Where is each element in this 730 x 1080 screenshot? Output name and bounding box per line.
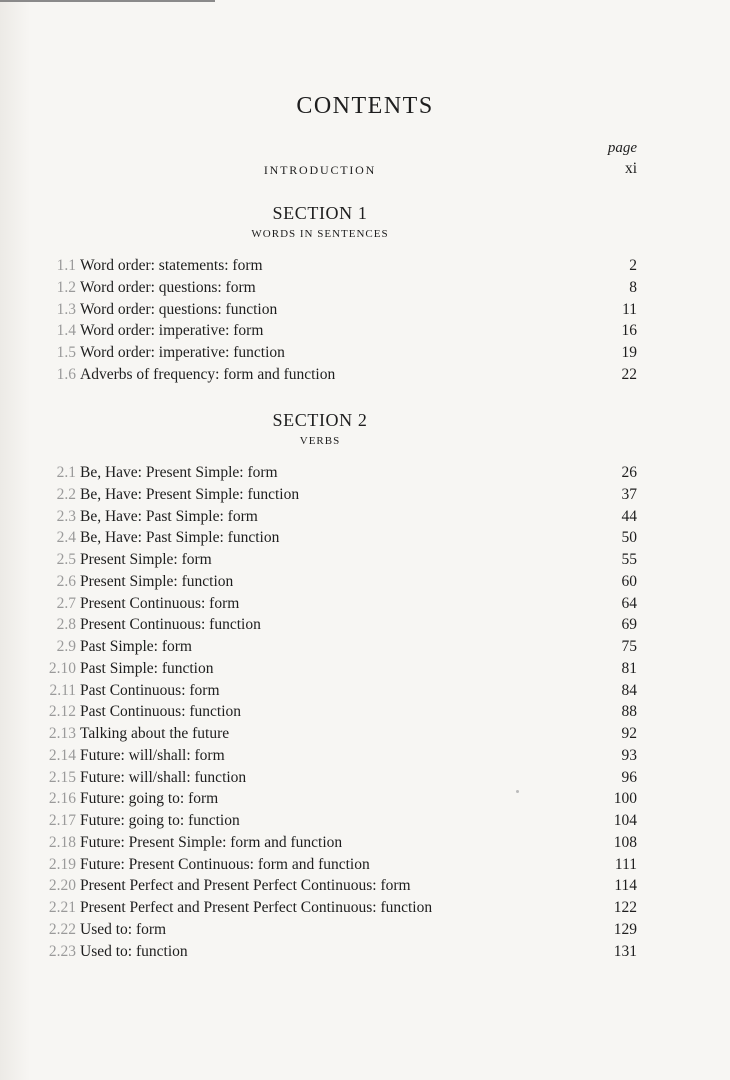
entry-number: 2.17 — [48, 812, 76, 829]
toc-entry — [0, 832, 730, 854]
entry-page: 16 — [621, 322, 637, 340]
entry-number: 2.16 — [48, 790, 76, 808]
entry-title: Be, Have: Present Simple: form — [80, 464, 278, 481]
entry-page: 44 — [621, 507, 637, 525]
entry-number: 2.10 — [48, 659, 76, 677]
entry-number: 2.9 — [56, 638, 76, 655]
entry-page: 2 — [629, 257, 637, 274]
toc-entry — [0, 767, 730, 789]
entry-title: Past Continuous: form — [80, 681, 220, 699]
entry-title: Present Perfect and Present Perfect Continuous: function — [80, 899, 433, 916]
section-subtitle: WORDS IN SENTENCES — [251, 228, 389, 240]
entry-number: 2.19 — [48, 855, 76, 873]
toc-entry — [0, 342, 730, 364]
toc-entry — [0, 854, 730, 876]
entry-page: 64 — [621, 594, 637, 612]
toc-entry — [0, 745, 730, 767]
section-2-heading — [0, 409, 640, 449]
entry-title: Be, Have: Past Simple: function — [80, 529, 280, 547]
introduction-row — [0, 160, 730, 180]
toc-entry — [0, 484, 730, 506]
toc-entry — [0, 680, 730, 702]
entry-number: 2.5 — [56, 551, 76, 568]
entry-title: Past Continuous: function — [80, 703, 242, 721]
toc-entry — [0, 527, 730, 549]
entry-page: 69 — [621, 616, 637, 634]
toc-entry — [0, 897, 730, 919]
entry-title: Present Perfect and Present Perfect Continuous: form — [80, 877, 411, 895]
entry-title: Used to: function — [80, 942, 188, 960]
toc-entry — [0, 299, 730, 321]
entry-page: 22 — [621, 365, 637, 383]
section-1-heading — [0, 202, 640, 242]
entry-number: 2.11 — [49, 681, 76, 699]
entry-title: Future: going to: form — [80, 790, 219, 808]
entry-number: 2.18 — [48, 833, 76, 851]
toc-entry — [0, 320, 730, 342]
page-title: CONTENTS — [296, 93, 434, 119]
entry-number: 1.2 — [56, 278, 76, 296]
entry-title: Future: going to: function — [80, 812, 240, 829]
entry-page: 92 — [621, 725, 637, 742]
entry-title: Future: Present Continuous: form and function — [80, 855, 370, 873]
entry-title: Future: Present Simple: form and function — [80, 833, 343, 851]
entry-page: 100 — [613, 790, 637, 808]
entry-page: 111 — [614, 855, 637, 873]
toc-entry — [0, 614, 730, 636]
toc-entry — [0, 723, 730, 745]
entry-number: 2.21 — [48, 899, 76, 916]
toc-entry — [0, 941, 730, 963]
entry-page: 26 — [621, 464, 637, 481]
entry-title: Future: will/shall: form — [80, 746, 225, 764]
toc-entry — [0, 462, 730, 484]
toc-entry — [0, 919, 730, 941]
entry-number: 2.20 — [48, 877, 76, 895]
toc-entry — [0, 810, 730, 832]
entry-title: Present Simple: form — [80, 551, 212, 568]
entry-title: Present Simple: function — [80, 572, 234, 590]
toc-entry — [0, 875, 730, 897]
entry-title: Word order: questions: form — [80, 278, 256, 296]
entry-title: Talking about the future — [80, 725, 230, 742]
toc-entry — [0, 364, 730, 386]
entry-page: 93 — [621, 746, 637, 764]
section-2-entries — [0, 462, 730, 962]
toc-entry — [0, 506, 730, 528]
entry-number: 1.4 — [56, 322, 76, 340]
toc-entry — [0, 571, 730, 593]
entry-number: 2.6 — [56, 572, 76, 590]
introduction-page: xi — [624, 160, 637, 177]
entry-title: Word order: statements: form — [80, 257, 263, 274]
entry-page: 50 — [621, 529, 637, 547]
entry-page: 37 — [621, 485, 637, 503]
toc-entry — [0, 549, 730, 571]
section-1-entries — [0, 255, 730, 386]
section-title: SECTION 2 — [272, 410, 368, 430]
entry-page: 104 — [613, 812, 637, 829]
entry-number: 2.22 — [48, 920, 76, 938]
entry-title: Future: will/shall: function — [80, 768, 247, 786]
toc-entry — [0, 593, 730, 615]
entry-number: 1.1 — [56, 257, 76, 274]
entry-page: 114 — [614, 877, 637, 895]
entry-title: Be, Have: Past Simple: form — [80, 507, 258, 525]
entry-number: 2.23 — [48, 942, 76, 960]
entry-number: 2.7 — [56, 594, 76, 612]
entry-page: 81 — [621, 659, 637, 677]
entry-page: 60 — [621, 572, 637, 590]
entry-page: 8 — [629, 278, 637, 296]
toc-entry — [0, 788, 730, 810]
entry-number: 2.3 — [56, 507, 76, 525]
entry-title: Be, Have: Present Simple: function — [80, 485, 300, 503]
section-subtitle: VERBS — [299, 435, 341, 447]
toc-entry — [0, 701, 730, 723]
entry-number: 1.6 — [56, 365, 76, 383]
entry-number: 2.1 — [56, 464, 76, 481]
entry-page: 96 — [621, 768, 637, 786]
entry-title: Past Simple: function — [80, 659, 214, 677]
entry-number: 2.4 — [56, 529, 76, 547]
entry-number: 2.2 — [56, 485, 76, 503]
entry-title: Used to: form — [80, 920, 167, 938]
entry-number: 2.8 — [56, 616, 76, 634]
entry-page: 19 — [621, 344, 637, 361]
speck-mark — [516, 790, 519, 793]
entry-title: Past Simple: form — [80, 638, 192, 655]
page-column-label: page — [607, 140, 637, 156]
entry-page: 122 — [613, 899, 637, 916]
entry-number: 2.15 — [48, 768, 76, 786]
entry-title: Word order: questions: function — [80, 300, 278, 318]
entry-number: 1.3 — [56, 300, 76, 318]
top-rule — [0, 0, 215, 2]
entry-title: Present Continuous: function — [80, 616, 261, 634]
entry-page: 11 — [622, 300, 637, 318]
entry-number: 2.12 — [48, 703, 76, 721]
introduction-label: INTRODUCTION — [263, 163, 377, 177]
toc-entry — [0, 658, 730, 680]
entry-number: 1.5 — [56, 344, 76, 361]
entry-number: 2.13 — [48, 725, 76, 742]
toc-entry — [0, 277, 730, 299]
section-title: SECTION 1 — [272, 203, 368, 223]
toc-entry — [0, 255, 730, 277]
entry-title: Present Continuous: form — [80, 594, 240, 612]
toc-entry — [0, 636, 730, 658]
entry-page: 88 — [621, 703, 637, 721]
entry-page: 108 — [613, 833, 637, 851]
entry-page: 75 — [621, 638, 637, 655]
entry-title: Word order: imperative: function — [80, 344, 285, 361]
entry-page: 55 — [621, 551, 637, 568]
entry-title: Word order: imperative: form — [80, 322, 264, 340]
entry-page: 84 — [621, 681, 637, 699]
entry-page: 131 — [613, 942, 637, 960]
entry-page: 129 — [613, 920, 637, 938]
entry-number: 2.14 — [48, 746, 76, 764]
entry-title: Adverbs of frequency: form and function — [80, 365, 336, 383]
